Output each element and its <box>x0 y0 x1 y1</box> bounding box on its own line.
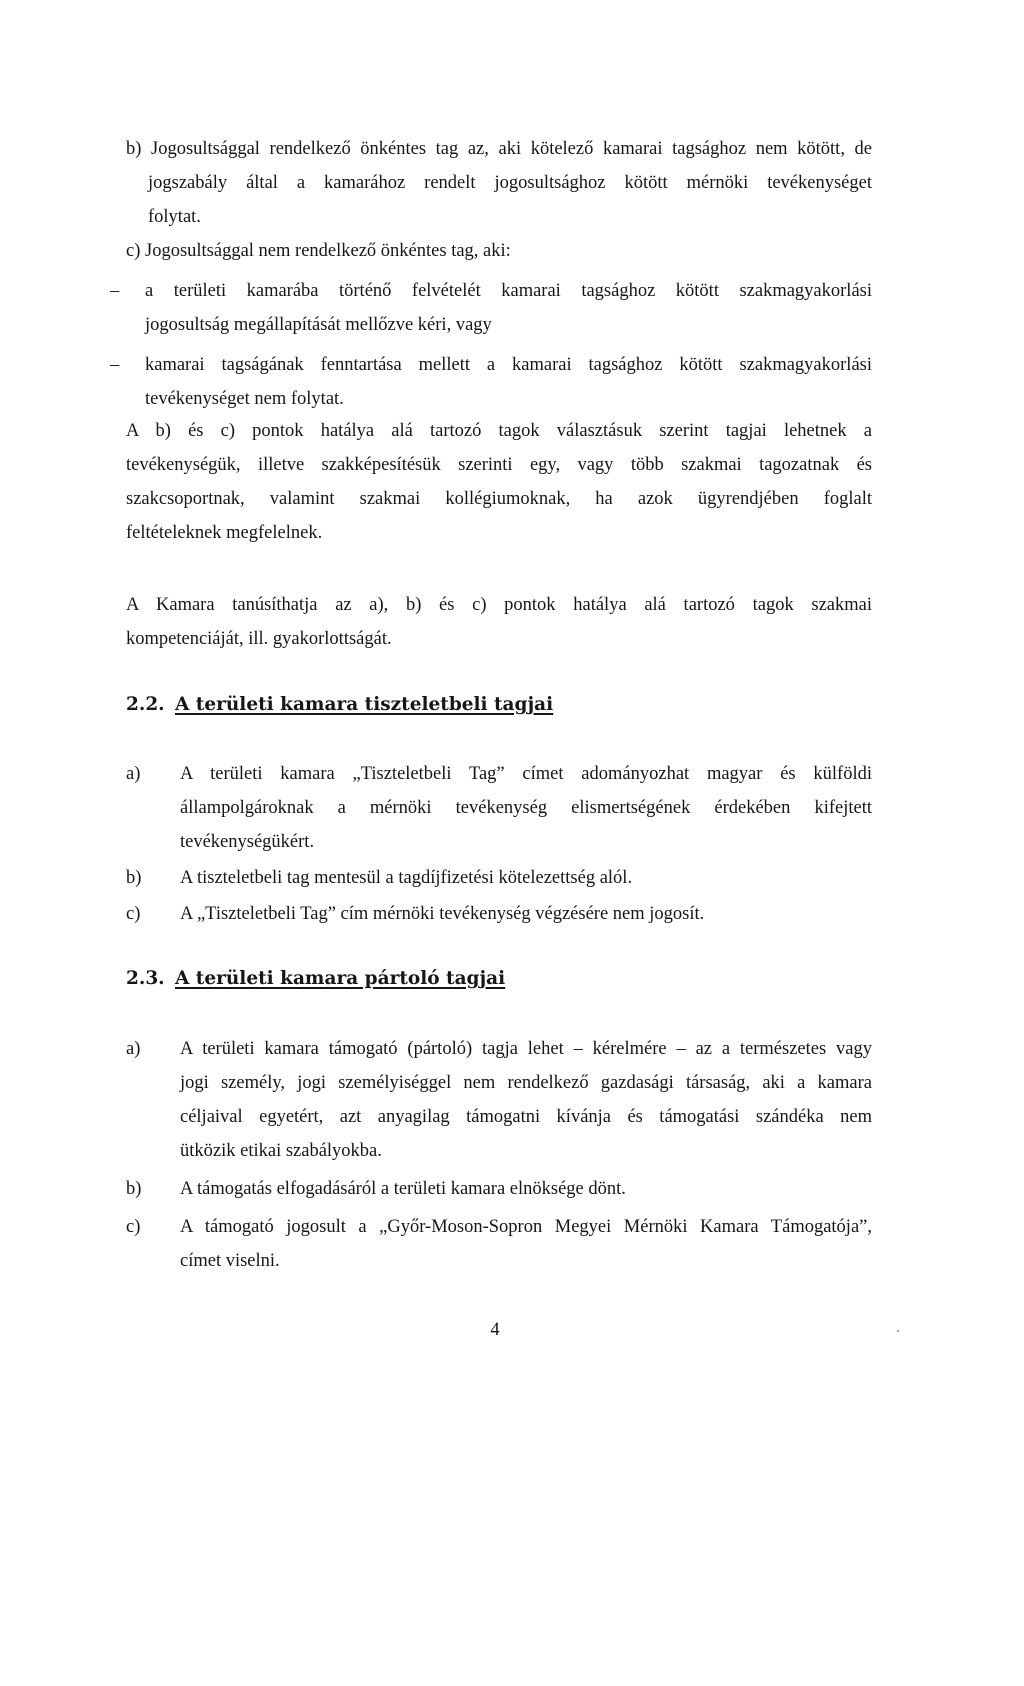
text-line: A támogató jogosult a „Győr-Moson-Sopron Megyei Mérnöki Kamara Támogatója”, <box>180 1217 872 1237</box>
text-line: A támogatás elfogadásáról a területi kamara elnöksége dönt. <box>180 1179 626 1199</box>
text-line: címet viselni. <box>180 1251 280 1271</box>
dash-list-item <box>110 274 872 342</box>
text-line: ütközik etikai szabályokba. <box>180 1141 382 1161</box>
list-item <box>126 897 872 931</box>
text-line: állampolgároknak a mérnöki tevékenység elismertségének érdekében kifejtett <box>180 798 872 818</box>
section-number: 2.3. <box>126 968 165 989</box>
dash-marker: – <box>110 281 120 301</box>
section-heading-honorary-members <box>126 688 553 722</box>
text-line: jogosultság megállapítását mellőzve kéri, vagy <box>145 315 492 335</box>
list-item <box>126 1032 872 1168</box>
dash-marker: – <box>110 355 120 375</box>
item-label: c) <box>126 1217 141 1237</box>
list-item <box>126 757 872 859</box>
item-label: a) <box>126 764 141 784</box>
item-label: b) <box>126 1179 142 1199</box>
text-line: céljaival egyetért, azt anyagilag támogatni kívánja és támogatási szándéka nem <box>180 1107 872 1127</box>
list-item <box>126 1172 872 1206</box>
text-line: jogszabály által a kamarához rendelt jogosultsághoz kötött mérnöki tevékenységet <box>148 173 872 193</box>
item-label: a) <box>126 1039 141 1059</box>
section-title: A területi kamara tiszteletbeli tagjai <box>175 694 554 715</box>
list-item <box>126 1210 872 1278</box>
text-line: folytat. <box>148 207 201 227</box>
text-line: kompetenciáját, ill. gyakorlottságát. <box>126 629 392 649</box>
text-line: A b) és c) pontok hatálya alá tartozó tagok választásuk szerint tagjai lehetnek a <box>126 421 872 441</box>
list-item <box>126 861 872 895</box>
paragraph-competence <box>126 588 872 656</box>
text-line: c) Jogosultsággal nem rendelkező önkéntes tag, aki: <box>126 241 511 261</box>
item-label: c) <box>126 904 141 924</box>
text-line: A tiszteletbeli tag mentesül a tagdíjfizetési kötelezettség alól. <box>180 868 633 888</box>
section-number: 2.2. <box>126 694 165 715</box>
text-line: tevékenységük, illetve szakképesítésük szerinti egy, vagy több szakmai tagozatnak és <box>126 455 872 475</box>
scan-speck <box>897 1330 899 1332</box>
text-line: tevékenységükért. <box>180 832 315 852</box>
section-title: A területi kamara pártoló tagjai <box>175 968 506 989</box>
section-heading-supporting-members <box>126 962 505 996</box>
item-label: b) <box>126 868 142 888</box>
paragraph-voluntary-member-not-entitled <box>126 234 872 268</box>
paragraph-voluntary-member-entitled <box>126 132 872 234</box>
text-line: A területi kamara támogató (pártoló) tagja lehet – kérelmére – az a természetes vagy <box>180 1039 872 1059</box>
text-line: feltételeknek megfelelnek. <box>126 523 323 543</box>
text-line: jogi személy, jogi személyiséggel nem rendelkező gazdasági társaság, aki a kamara <box>180 1073 872 1093</box>
text-line: kamarai tagságának fenntartása mellett a kamarai tagsághoz kötött szakmagyakorlási <box>145 355 872 375</box>
dash-list-item <box>110 348 872 416</box>
text-line: A területi kamara „Tiszteletbeli Tag” címet adományozhat magyar és külföldi <box>180 764 872 784</box>
paragraph-sections-membership <box>126 414 872 550</box>
page-number: 4 <box>490 1320 500 1340</box>
text-line: A Kamara tanúsíthatja az a), b) és c) pontok hatálya alá tartozó tagok szakmai <box>126 595 872 615</box>
text-line: A „Tiszteletbeli Tag” cím mérnöki tevékenység végzésére nem jogosít. <box>180 904 705 924</box>
text-line: tevékenységet nem folytat. <box>145 389 344 409</box>
text-line: szakcsoportnak, valamint szakmai kollégiumoknak, ha azok ügyrendjében foglalt <box>126 489 872 509</box>
text-line: b) Jogosultsággal rendelkező önkéntes tag az, aki kötelező kamarai tagsághoz nem kötött, de <box>126 139 872 159</box>
text-line: a területi kamarába történő felvételét kamarai tagsághoz kötött szakmagyakorlási <box>145 281 872 301</box>
